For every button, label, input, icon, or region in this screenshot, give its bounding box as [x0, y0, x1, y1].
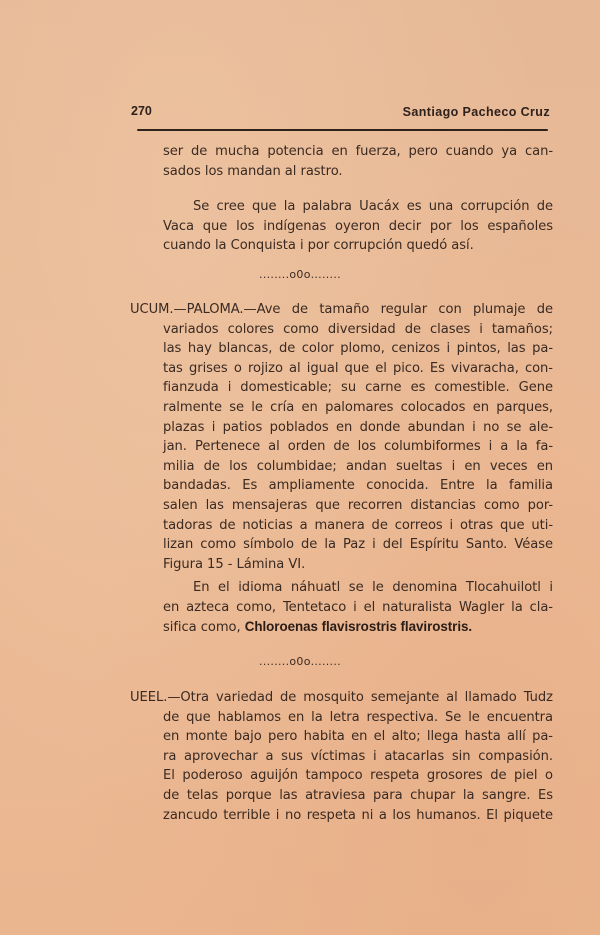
text-line: zancudo terrible i no respeta ni a los humanos. El piquete [163, 807, 553, 823]
text-line: ralmente se le cría en palomares colocados en parques, [163, 399, 553, 415]
text-line [163, 617, 553, 638]
text-line: fianzuda i domesticable; su carne es comestible. Gene [163, 380, 553, 396]
entry-heading-line: UEEL.—Otra variedad de mosquito semejante al llamado Tudz [130, 690, 553, 705]
continuation-paragraph [163, 142, 553, 181]
text-line: ser de mucha potencia en fuerza, pero cuando ya can- [163, 144, 553, 159]
text-line: variados colores como diversidad de clases i tamaños; [163, 321, 553, 337]
section-separator: ........o0o........ [259, 655, 341, 668]
text-line: salen las mensajeras que recorren distancias como por- [163, 497, 553, 513]
entry-heading-line: UCUM.—PALOMA.—Ave de tamaño regular con plumaje de [130, 302, 553, 317]
header-rule [137, 129, 548, 131]
text-line: plazas i patios poblados en donde abundan i no se ale- [163, 419, 553, 435]
text-line: milia de los columbidae; andan sueltas i en veces en [163, 458, 553, 474]
uacax-note-paragraph [163, 197, 553, 256]
text-line: de telas porque las atraviesa para chupar la sangre. Es [163, 787, 553, 803]
entry-ueel [130, 688, 553, 825]
text-line: jan. Pertenece al orden de los columbiformes i a la fa- [163, 439, 553, 455]
text-line: en monte bajo pero habita en el alto; llega hasta allí pa- [163, 729, 553, 745]
text-line: El poderoso aguijón tampoco respeta grosores de piel o [163, 768, 553, 784]
text-line: tadoras de noticias a manera de correos i otras que uti- [163, 517, 553, 533]
text-line: En el idioma náhuatl se le denomina Tlocahuilotl i [193, 580, 553, 595]
running-head [131, 104, 550, 124]
text-line: tas grises o rojizo al igual que el pico. Es vivaracha, con- [163, 360, 553, 376]
text-line: de que hablamos en la letra respectiva. Se le encuentra [163, 709, 553, 725]
text-line: bandadas. Es ampliamente conocida. Entre la familia [163, 478, 553, 494]
text-line: en azteca como, Tentetaco i el naturalista Wagler la cla- [163, 599, 553, 615]
scientific-name: Chloroenas flavisrostris flavirostris. [244, 619, 473, 635]
text-line: cuando la Conquista i por corrupción quedó así. [163, 238, 474, 254]
text-line: Se cree que la palabra Uacáx es una corrupción de [193, 199, 553, 214]
text-line: ra aprovechar a sus víctimas i atacarlas sin compasión. [163, 748, 553, 764]
text-line: las hay blancas, de color plomo, cenizos i pintos, las pa- [163, 341, 553, 357]
text-fragment: sifica como, [163, 620, 245, 636]
section-separator: ........o0o........ [259, 268, 341, 281]
text-line: Vaca que los indígenas oyeron decir por los españoles [163, 218, 553, 234]
text-line: Figura 15 - Lámina VI. [163, 556, 306, 572]
ucum-names-paragraph [163, 578, 553, 638]
text-line: lizan como símbolo de la Paz i del Espíritu Santo. Véase [163, 537, 553, 553]
running-head-author: Santiago Pacheco Cruz [402, 105, 550, 119]
entry-ucum [130, 300, 553, 574]
text-line: sados los mandan al rastro. [163, 163, 343, 179]
page-number: 270 [131, 104, 152, 118]
